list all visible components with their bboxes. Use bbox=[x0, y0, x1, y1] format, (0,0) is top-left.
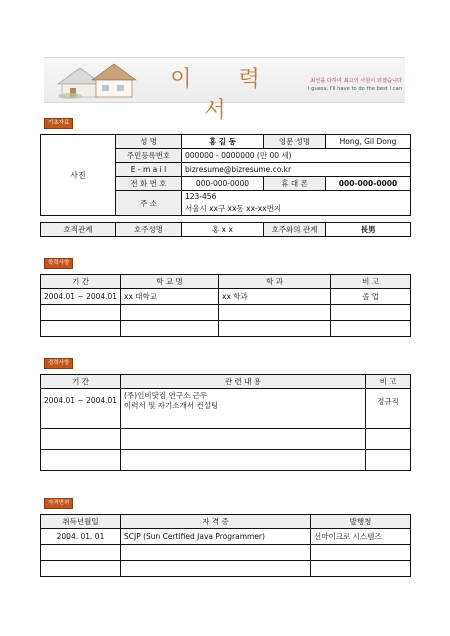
career-header-period: 기 간 bbox=[41, 375, 121, 389]
phone-label: 전 화 번 호 bbox=[116, 177, 182, 191]
relation-value: 長男 bbox=[326, 223, 411, 237]
license-date: 2004. 01. 01 bbox=[41, 529, 121, 545]
address-label: 주 소 bbox=[116, 191, 182, 216]
eng-name-label: 영문 성명 bbox=[264, 135, 326, 149]
table-row bbox=[41, 429, 411, 450]
motto bbox=[308, 77, 402, 93]
license-header-cert: 자 격 증 bbox=[121, 515, 311, 529]
edu-header-major: 학 과 bbox=[219, 275, 331, 289]
motto-english: I guess, I'll have to do the best I can bbox=[307, 86, 402, 92]
career-content-line1: (주)인비닷컴 연구소 근무 bbox=[124, 391, 208, 400]
household-head-value: 홍 x x bbox=[182, 223, 264, 237]
table-row bbox=[41, 289, 411, 305]
edu-note: 졸 업 bbox=[331, 289, 411, 305]
section-tab-basic: 기초자료 bbox=[44, 118, 73, 129]
section-tab-career: 경력사항 bbox=[44, 358, 73, 369]
phone-value: 000-000-0000 bbox=[182, 177, 264, 191]
mobile-value: 000-000-0000 bbox=[326, 177, 411, 191]
license-cert: SCJP (Sun Certified Java Programmer) bbox=[121, 529, 311, 545]
license-header-issuer: 발행청 bbox=[311, 515, 411, 529]
edu-period: 2004.01 ~ 2004.01 bbox=[41, 289, 121, 305]
table-row bbox=[41, 545, 411, 561]
license-header-date: 취득년월일 bbox=[41, 515, 121, 529]
education-table bbox=[40, 274, 411, 337]
career-content-line2: 이력서 및 자기소개서 컨설팅 bbox=[124, 401, 219, 410]
photo-box: 사진 bbox=[41, 135, 116, 216]
edu-school: xx 대학교 bbox=[121, 289, 219, 305]
career-content bbox=[121, 389, 366, 429]
address-zip: 123-456 bbox=[182, 191, 411, 202]
table-row bbox=[41, 389, 411, 429]
career-note: 정규직 bbox=[366, 389, 411, 429]
page-title: 이 력 서 bbox=[170, 67, 280, 123]
career-period: 2004.01 ~ 2004.01 bbox=[41, 389, 121, 429]
edu-major: xx 학과 bbox=[219, 289, 331, 305]
career-table bbox=[40, 374, 411, 471]
table-row bbox=[41, 561, 411, 577]
table-row bbox=[41, 450, 411, 471]
house-illustration bbox=[50, 58, 145, 100]
household-head-label: 호주성명 bbox=[116, 223, 182, 237]
email-value: bizresume@bizresume.co.kr bbox=[182, 163, 411, 177]
edu-header-note: 비 고 bbox=[331, 275, 411, 289]
address-street: 서울시 xx구 xx동 xx-xx번지 bbox=[182, 202, 411, 216]
table-row bbox=[41, 305, 411, 321]
relation-label: 호주와의 관계 bbox=[264, 223, 326, 237]
name-label: 성 명 bbox=[116, 135, 182, 149]
rrn-value: 000000 - 0000000 (만 00 세) bbox=[182, 149, 411, 163]
edu-header-period: 기 간 bbox=[41, 275, 121, 289]
rrn-label: 주민등록번호 bbox=[116, 149, 182, 163]
table-row bbox=[41, 321, 411, 337]
license-issuer: 선마이크로 시스템즈 bbox=[311, 529, 411, 545]
motto-korean: 최선을 다하여 최고의 사원이 되겠습니다 bbox=[310, 78, 402, 84]
family-label: 호적관계 bbox=[41, 223, 116, 237]
family-table bbox=[40, 222, 411, 237]
license-table bbox=[40, 514, 411, 577]
edu-header-school: 학 교 명 bbox=[121, 275, 219, 289]
basic-info-table bbox=[40, 134, 411, 216]
table-row bbox=[41, 529, 411, 545]
email-label: E - m a i l bbox=[116, 163, 182, 177]
career-header-content: 관 련 내 용 bbox=[121, 375, 366, 389]
mobile-label: 휴 대 폰 bbox=[264, 177, 326, 191]
section-tab-license: 자격면허 bbox=[44, 498, 73, 509]
eng-name-value: Hong, Gil Dong bbox=[326, 135, 411, 149]
name-value: 홍 길 동 bbox=[182, 135, 264, 149]
section-tab-education: 학력사항 bbox=[44, 258, 73, 269]
career-header-note: 비 고 bbox=[366, 375, 411, 389]
